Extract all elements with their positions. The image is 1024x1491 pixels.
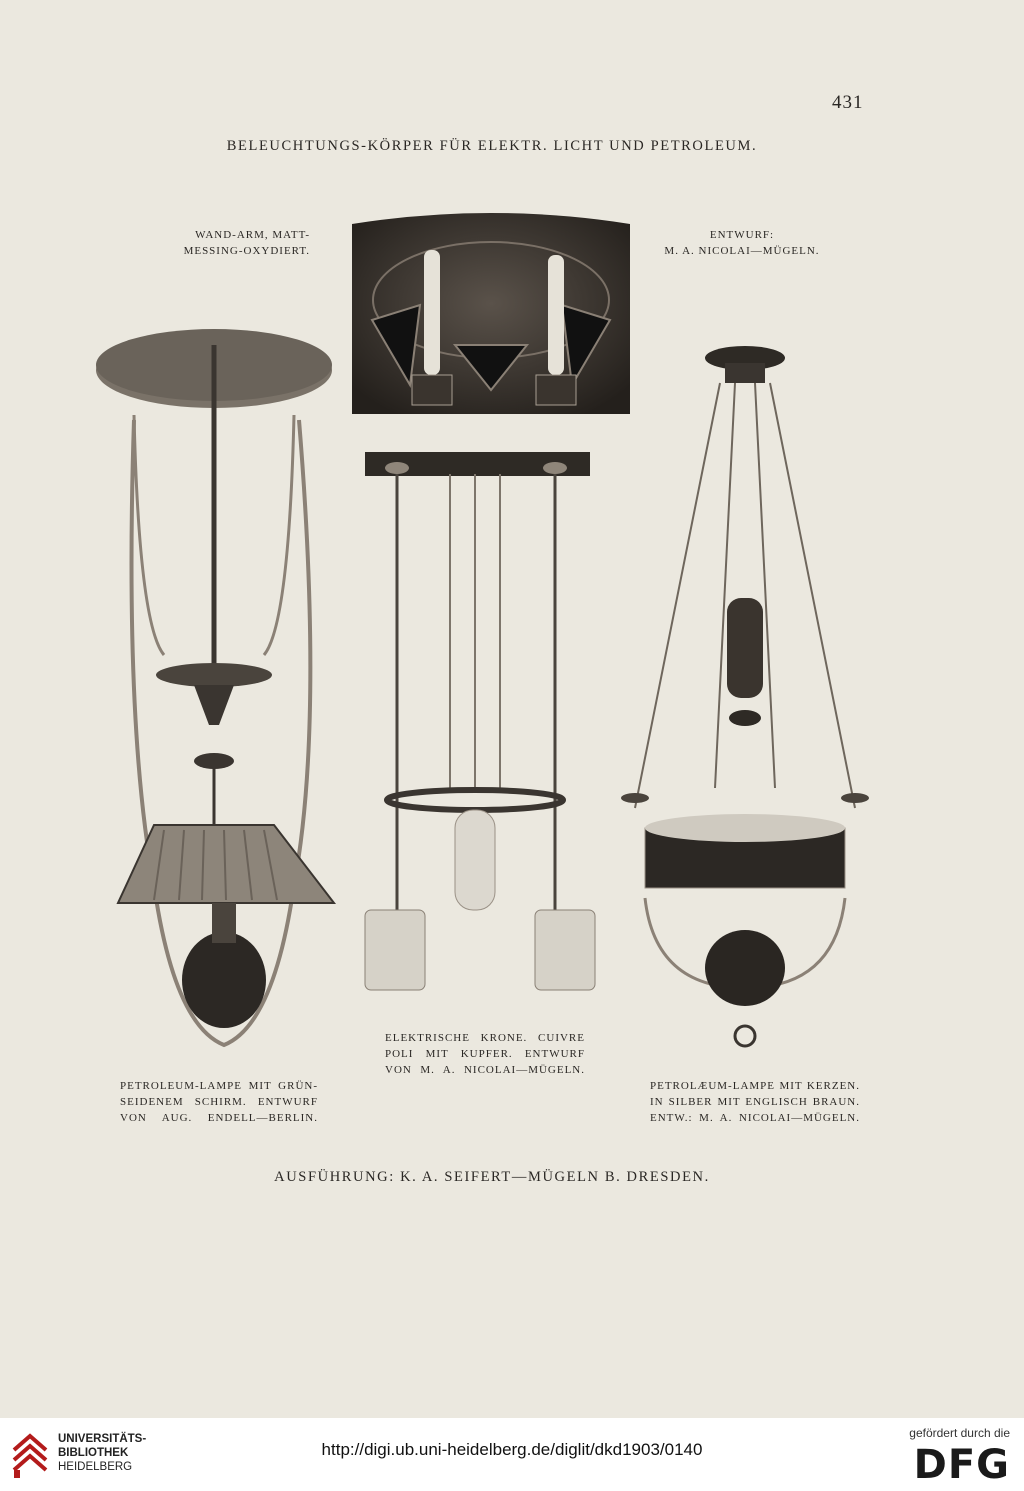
funding-label: gefördert durch die	[909, 1426, 1010, 1440]
caption-petroleum-lamp-left: PETROLEUM-LAMPE MIT GRÜN- SEIDENEM SCHIRM. ENTWURF VON AUG. ENDELL—BERLIN.	[120, 1080, 318, 1124]
library-name: UNIVERSITÄTS- BIBLIOTHEK HEIDELBERG	[58, 1433, 147, 1473]
petroleum-lamp-photo-left	[94, 325, 344, 1060]
page-number: 431	[832, 92, 864, 113]
dfg-logo: DFG	[913, 1442, 1010, 1488]
electric-chandelier-photo	[355, 450, 610, 1000]
production-credit: AUSFÜHRUNG: K. A. SEIFERT—MÜGELN B. DRESDEN.	[274, 1169, 710, 1185]
caption-wall-arm: WAND-ARM, MATT- MESSING-OXYDIERT.	[183, 229, 310, 257]
caption-design-top: ENTWURF: M. A. NICOLAI—MÜGELN.	[664, 229, 820, 257]
page-title: BELEUCHTUNGS-KÖRPER FÜR ELEKTR. LICHT UND PETROLEUM.	[226, 138, 758, 154]
petroleum-lamp-photo-right	[615, 338, 875, 1058]
caption-petroleum-lamp-right: PETROLÆUM-LAMPE MIT KERZEN. IN SILBER MIT ENGLISCH BRAUN. ENTW.: M. A. NICOLAI—MÜGELN.	[650, 1080, 860, 1124]
caption-electric-crown: ELEKTRISCHE KRONE. CUIVRE POLI MIT KUPFER. ENTWURF VON M. A. NICOLAI—MÜGELN.	[385, 1032, 585, 1076]
footer-bar	[0, 1418, 1024, 1491]
permalink-url[interactable]: http://digi.ub.uni-heidelberg.de/diglit/dkd1903/0140	[321, 1440, 703, 1459]
wall-sconce-photo	[350, 210, 632, 416]
